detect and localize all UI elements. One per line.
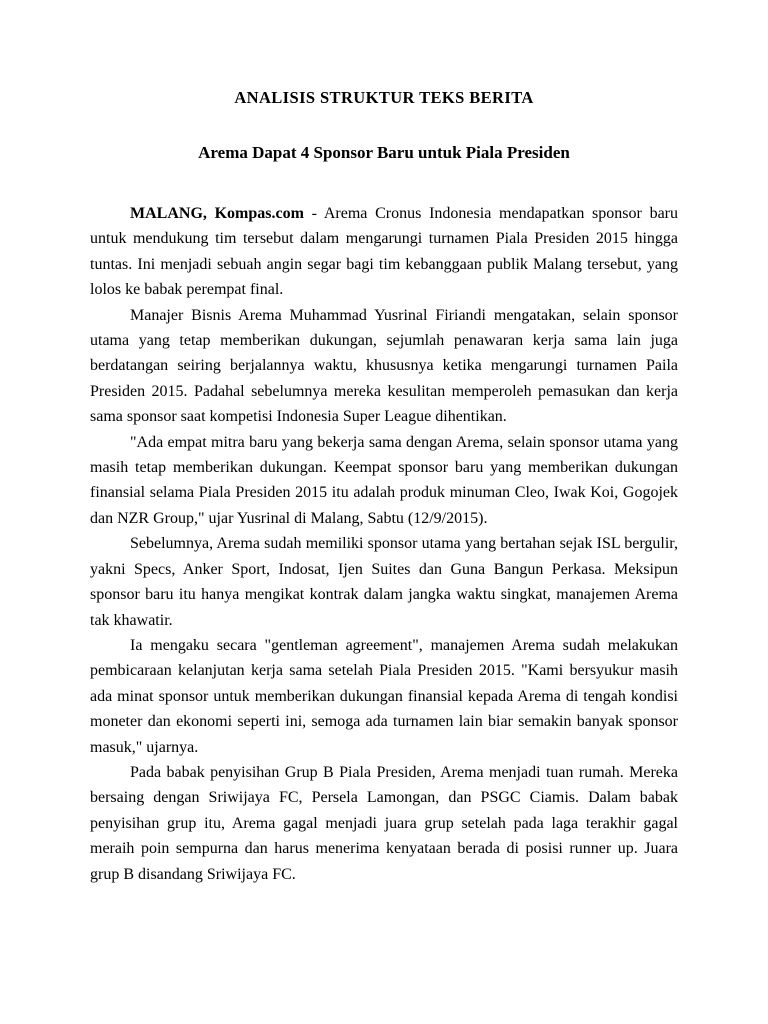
paragraph-lede [90,201,678,303]
paragraph: Pada babak penyisihan Grup B Piala Presiden, Arema menjadi tuan rumah. Mereka bersaing dengan Sriwijaya FC, Persela Lamongan, dan PSGC Ciamis. Dalam babak penyisihan grup itu, Arema gagal menjadi juara grup setelah pada laga terakhir gagal meraih poin sempurna dan harus menerima kenyataan berada di posisi runner up. Juara grup B disandang Sriwijaya FC. [90,763,678,883]
article-body [90,201,678,887]
paragraph: Ia mengaku secara "gentleman agreement", manajemen Arema sudah melakukan pembicaraan kelanjutan kerja sama setelah Piala Presiden 2015. "Kami bersyukur masih ada minat sponsor untuk memberikan dukungan finansial kepada Arema di tengah kondisi moneter dan ekonomi seperti ini, semoga ada turnamen lain biar semakin banyak sponsor masuk," ujarnya. [90,636,678,756]
paragraph-text: - Arema Cronus Indonesia mendapatkan sponsor baru untuk mendukung tim tersebut dalam mengarungi turnamen Piala Presiden 2015 hingga tuntas. Ini menjadi sebuah angin segar bagi tim kebanggaan publik Malang tersebut, yang lolos ke babak perempat final. [90,205,678,299]
article-headline: Arema Dapat 4 Sponsor Baru untuk Piala Presiden [198,143,570,162]
document-title: ANALISIS STRUKTUR TEKS BERITA [234,88,534,107]
dateline: MALANG, Kompas.com [130,205,304,222]
paragraph: "Ada empat mitra baru yang bekerja sama dengan Arema, selain sponsor utama yang masih tetap memberikan dukungan. Keempat sponsor baru yang memberikan dukungan finansial selama Piala Presiden 2015 itu adalah produk minuman Cleo, Iwak Koi, Gogojek dan NZR Group," ujar Yusrinal di Malang, Sabtu (12/9/2015). [90,433,678,527]
paragraph: Manajer Bisnis Arema Muhammad Yusrinal Firiandi mengatakan, selain sponsor utama yang tetap memberikan dukungan, sejumlah penawaran kerja sama lain juga berdatangan seiring berjalannya waktu, khususnya ketika mengarungi turnamen Paila Presiden 2015. Padahal sebelumnya mereka kesulitan memperoleh pemasukan dan kerja sama sponsor saat kompetisi Indonesia Super League dihentikan. [90,306,678,426]
paragraph: Sebelumnya, Arema sudah memiliki sponsor utama yang bertahan sejak ISL bergulir, yakni Specs, Anker Sport, Indosat, Ijen Suites dan Guna Bangun Perkasa. Meksipun sponsor baru itu hanya mengikat kontrak dalam jangka waktu singkat, manajemen Arema tak khawatir. [90,535,678,629]
